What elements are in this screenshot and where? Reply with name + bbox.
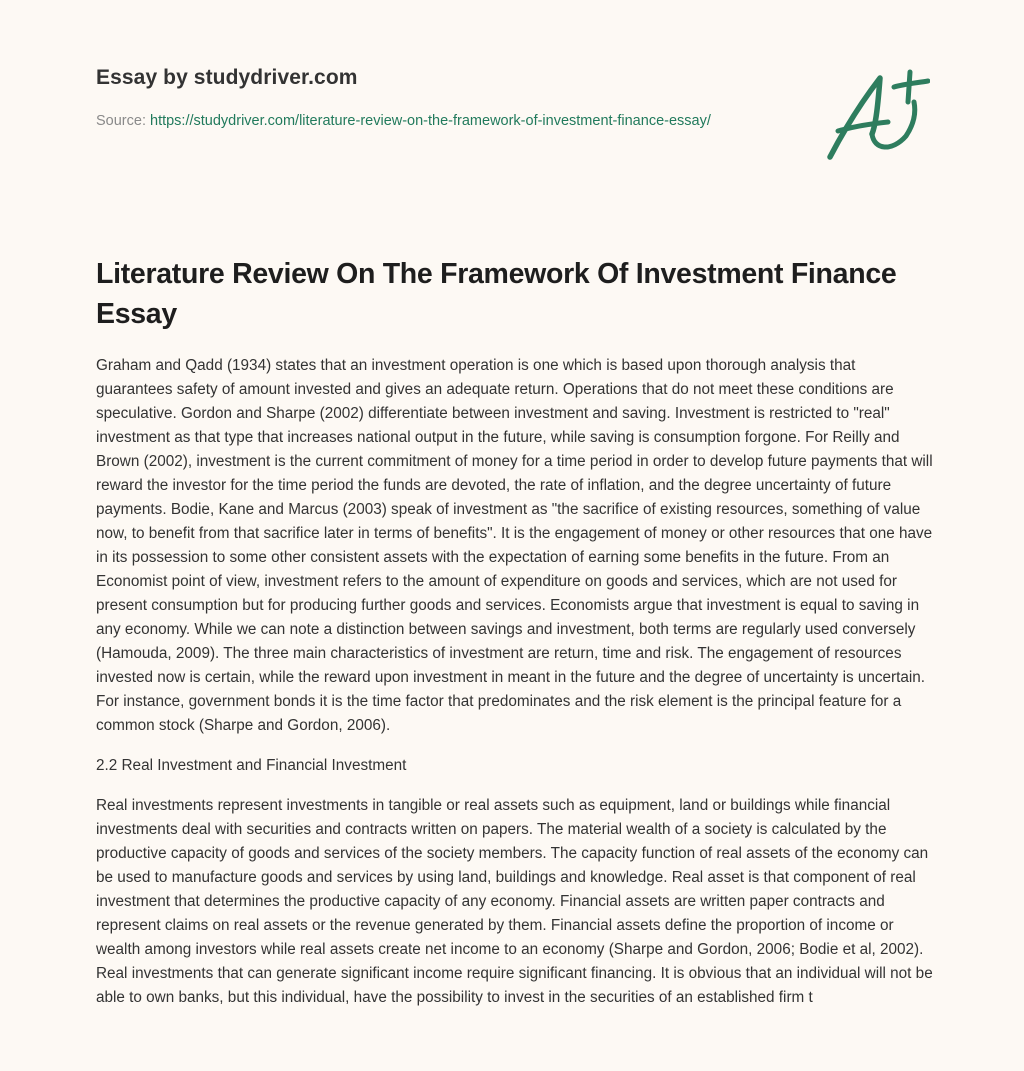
paragraph-real-investment: Real investments represent investments in tangible or real assets such as equipment, land or buildings while financial investments deal with securities and contracts written on papers. The material wealth of a society is calculated by the productive capacity of goods and services of the society members. The capacity function of real assets of the economy can be used to manufacture goods and services by using land, buildings and knowledge. Real asset is that component of real investment that determines the productive capacity of any economy. Financial assets are written paper contracts and represent claims on real assets or the revenue generated by them. Financial assets define the proportion of income or wealth among investors while real assets create net income to an economy (Sharpe and Gordon, 2006; Bodie et al, 2002). Real investments that can generate significant income require significant financing. It is obvious that an individual will not be able to own banks, but this individual, have the possibility to invest in the securities of an established firm t <box>96 797 933 1006</box>
document-header <box>96 64 776 133</box>
article-title: Literature Review On The Framework Of Investment Finance Essay <box>96 258 897 330</box>
section-heading-real-vs-financial: 2.2 Real Investment and Financial Investment <box>96 757 407 774</box>
site-title: Essay by studydriver.com <box>96 66 358 89</box>
paragraph-definition-of-investment: Graham and Qadd (1934) states that an investment operation is one which is based upon thorough analysis that guarantees safety of amount invested and gives an adequate return. Operations that do not meet these conditions are speculative. Gordon and Sharpe (2002) differentiate between investment and saving. Investment is restricted to "real" investment as that type that increases national output in the future, while saving is consumption forgone. For Reilly and Brown (2002), investment is the current commitment of money for a time period in order to develop future payments that will reward the investor for the time period the funds are devoted, the rate of inflation, and the degree uncertainty of future payments. Bodie, Kane and Marcus (2003) speak of investment as "the sacrifice of existing resources, something of value now, to benefit from that sacrifice later in terms of benefits". It is the engagement of money or other resources that one have in its possession to some other consistent assets with the expectation of earning some benefits in the future. From an Economist point of view, investment refers to the amount of expenditure on goods and services, which are not used for present consumption but for producing further goods and services. Economists argue that investment is equal to saving in any economy. While we can note a distinction between savings and investment, both terms are regularly used conversely (Hamouda, 2009). The three main characteristics of investment are return, time and risk. The engagement of resources invested now is certain, while the reward upon investment in meant in the future and the degree of uncertainty is uncertain. For instance, government bonds it is the time factor that predominates and the risk element is the principal feature for a common stock (Sharpe and Gordon, 2006). <box>96 357 933 734</box>
source-line <box>96 109 776 133</box>
source-link[interactable]: https://studydriver.com/literature-review-on-the-framework-of-investment-finance-essay/ <box>150 113 711 129</box>
source-label: Source: <box>96 113 150 129</box>
article-body <box>96 354 936 1026</box>
a-plus-grade-icon <box>820 64 930 164</box>
